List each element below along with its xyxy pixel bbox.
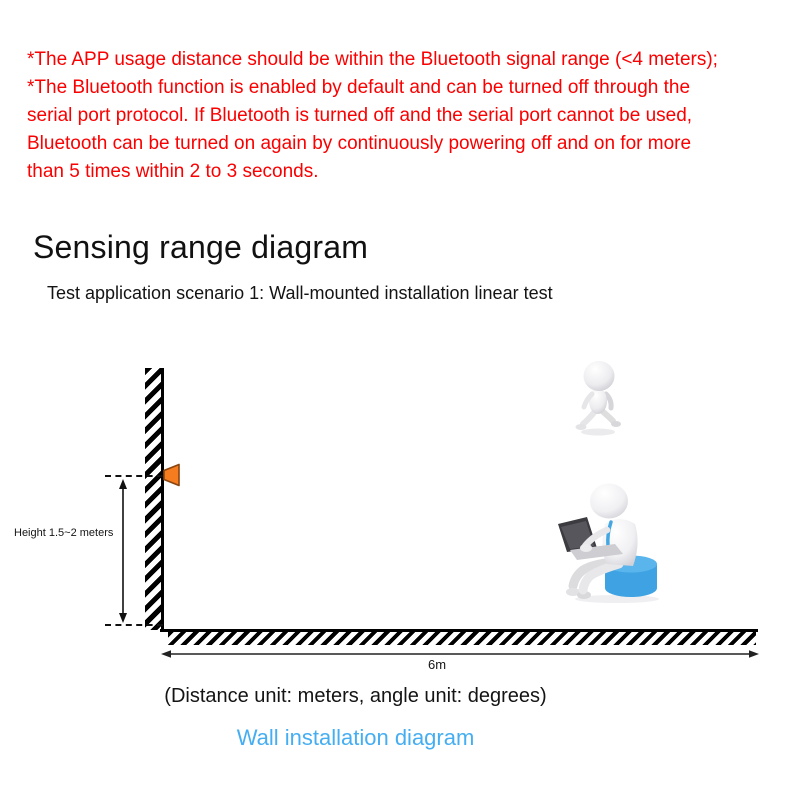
distance-label: 6m <box>427 657 447 672</box>
warning-line-1: *The APP usage distance should be within the Bluetooth signal range (<4 meters); <box>27 49 718 70</box>
warning-line-3: serial port protocol. If Bluetooth is turned off and the serial port cannot be used, <box>27 105 693 126</box>
page-title: Sensing range diagram <box>33 229 369 265</box>
warning-line-5: than 5 times within 2 to 3 seconds. <box>27 161 319 182</box>
walking-person-figure <box>570 358 630 438</box>
scenario-subtitle: Test application scenario 1: Wall-mounted installation linear test <box>47 283 553 303</box>
sensor-height-dash-line <box>105 475 163 477</box>
floor-level-dash-line <box>105 624 163 626</box>
warning-line-4: Bluetooth can be turned on again by continuously powering off and on for more <box>27 133 692 154</box>
sitting-person-figure <box>545 472 670 604</box>
height-dimension-arrow <box>115 478 131 624</box>
wall-hatch <box>145 368 164 630</box>
floor-hatch <box>168 632 756 645</box>
units-note: (Distance unit: meters, angle unit: degrees) <box>164 685 547 707</box>
diagram-caption: Wall installation diagram <box>236 725 475 750</box>
wall-sensor-icon <box>163 463 181 487</box>
bluetooth-warning-text <box>27 46 718 186</box>
warning-line-2: *The Bluetooth function is enabled by default and can be turned off through the <box>27 77 691 98</box>
height-label: Height 1.5~2 meters <box>14 527 114 539</box>
